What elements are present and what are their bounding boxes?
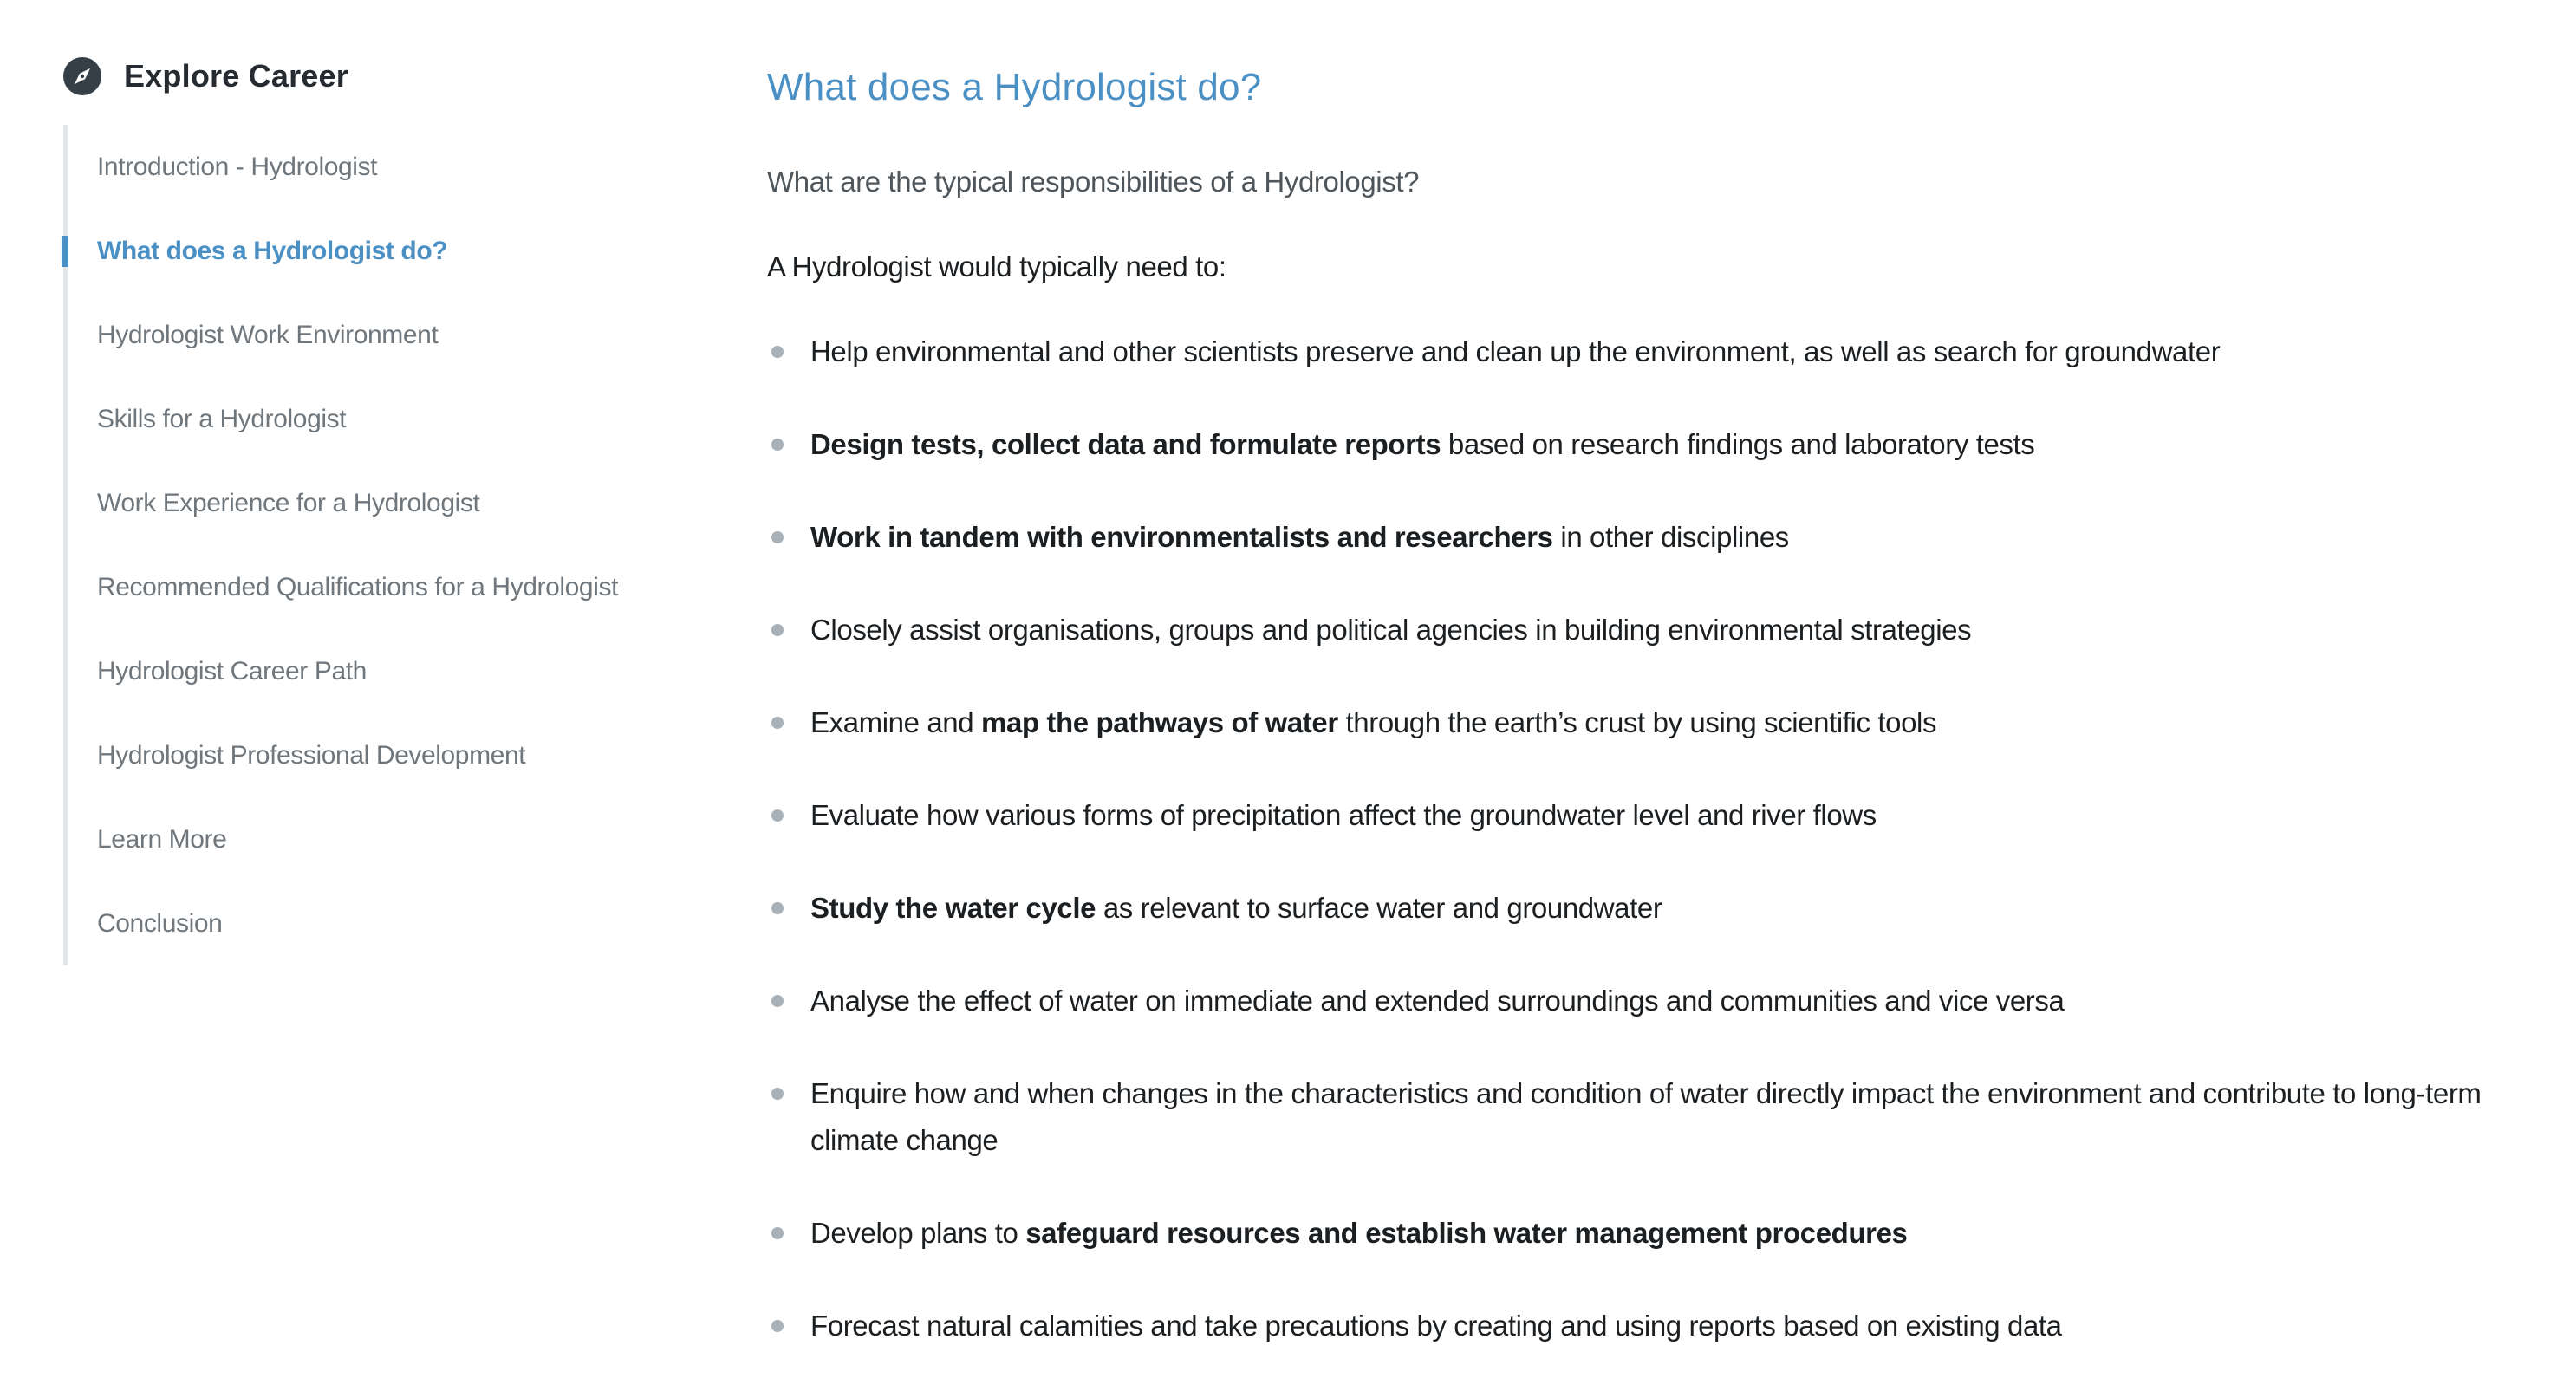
sidebar-item-conclusion[interactable] [68,881,767,965]
sidebar-item-introduction-hydrologist[interactable] [68,125,767,209]
list-item [767,421,2509,468]
list-item [767,328,2509,375]
sidebar-item-learn-more[interactable] [68,797,767,881]
sidebar-item-label: Learn More [97,824,227,854]
sidebar-item-label: Hydrologist Professional Development [97,740,526,770]
text: as relevant to surface water and groundwater [1096,892,1662,924]
list-item [767,885,2509,932]
text: Analyse the effect of water on immediate and extended surroundings and communities and vice versa [810,985,2065,1017]
text: through the earth’s crust by using scientific tools [1337,706,1937,738]
sidebar-header [63,57,767,95]
list-item [767,1070,2509,1164]
text: Enquire how and when changes in the characteristics and condition of water directly impact the environment and contribute to long-term climate change [810,1077,2482,1156]
text: Examine and [810,706,981,738]
main-content [767,0,2576,1378]
sidebar-item-label: Skills for a Hydrologist [97,404,347,433]
list-item [767,607,2509,653]
list-item [767,514,2509,561]
sidebar-item-hydrologist-career-path[interactable] [68,629,767,713]
sidebar-title: Explore Career [124,58,348,94]
responsibilities-list [767,328,2509,1349]
intro-question: What are the typical responsibilities of a Hydrologist? [767,166,1420,198]
text: in other disciplines [1552,521,1789,553]
sidebar-item-label: Hydrologist Work Environment [97,320,439,349]
sidebar-item-what-does-a-hydrologist-do[interactable] [68,209,767,293]
compass-icon [63,57,101,95]
lead-in-text: A Hydrologist would typically need to: [767,250,1226,283]
list-item [767,1303,2509,1349]
sidebar-item-label: Hydrologist Career Path [97,656,367,686]
sidebar-item-label: Conclusion [97,908,223,938]
page-title: What does a Hydrologist do? [767,66,1262,108]
sidebar-item-hydrologist-work-environment[interactable] [68,293,767,377]
text: based on research findings and laboratory tests [1441,428,2035,460]
bold-text: safeguard resources and establish water management procedures [1025,1217,1908,1249]
bold-text: map the pathways of water [981,706,1338,738]
list-item [767,699,2509,746]
list-item [767,978,2509,1024]
list-item [767,792,2509,839]
text: Closely assist organisations, groups and political agencies in building environmental strategies [810,614,1972,646]
text: Evaluate how various forms of precipitation affect the groundwater level and river flows [810,799,1877,831]
sidebar-item-skills-for-a-hydrologist[interactable] [68,377,767,461]
sidebar-item-hydrologist-professional-development[interactable] [68,713,767,797]
list-item [767,1210,2509,1257]
sidebar-item-label: Introduction - Hydrologist [97,152,378,181]
sidebar-item-label: Recommended Qualifications for a Hydrologist [97,572,619,601]
sidebar-nav [63,125,767,965]
bold-text: Study the water cycle [810,892,1096,924]
bold-text: Design tests, collect data and formulate reports [810,428,1441,460]
sidebar-item-work-experience-for-a-hydrologist[interactable] [68,461,767,545]
bold-text: Work in tandem with environmentalists and researchers [810,521,1553,553]
text: Develop plans to [810,1217,1026,1249]
sidebar [0,0,767,1378]
sidebar-item-label: Work Experience for a Hydrologist [97,488,480,517]
sidebar-item-recommended-qualifications-for-a-hydrologist[interactable] [68,545,767,629]
text: Help environmental and other scientists preserve and clean up the environment, as well as search for groundwater [810,335,2221,367]
text: Forecast natural calamities and take precautions by creating and using reports based on existing data [810,1310,2062,1342]
sidebar-item-label: What does a Hydrologist do? [97,236,448,265]
